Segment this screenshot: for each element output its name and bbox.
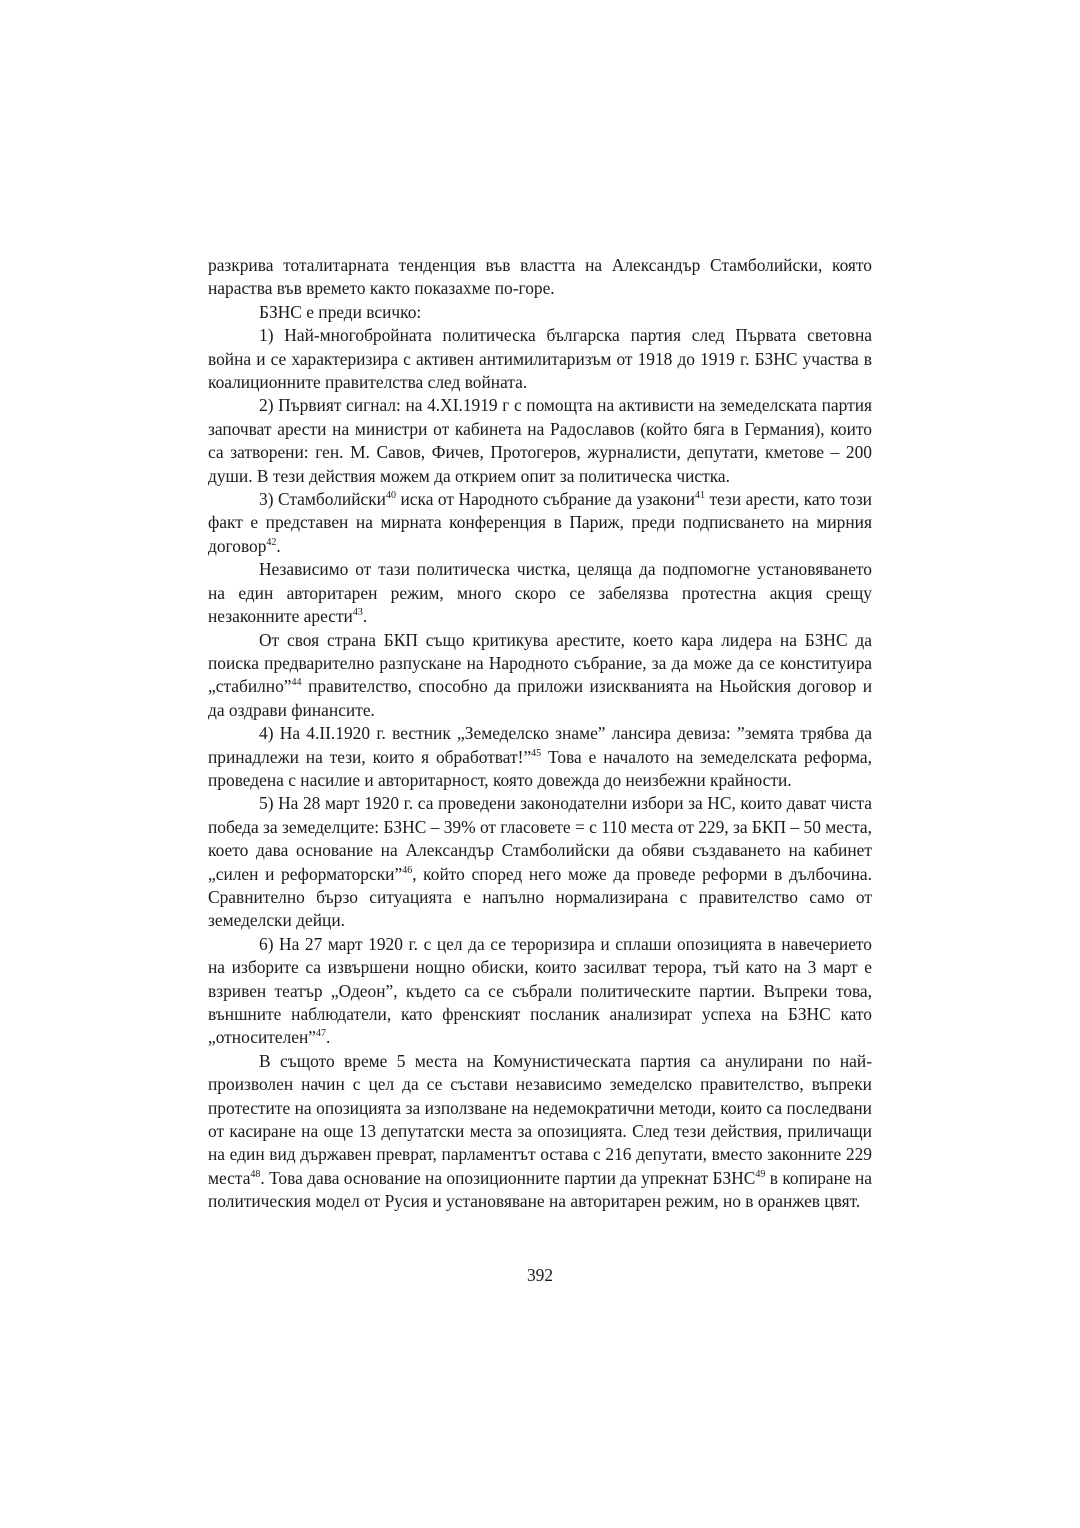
paragraph-text: . Това дава основание на опозиционните партии да упрекнат БЗНС bbox=[260, 1167, 756, 1188]
paragraph bbox=[208, 722, 872, 792]
paragraph-text: 1) Най-многобройната политическа българска партия след Първата световна война и се характеризира с активен антимилитаризъм от 1918 до 1919 г. БЗНС участва в коалиционните правителства след войната. bbox=[208, 325, 872, 393]
paragraph-text: правителство, способно да приложи изискванията на Ньойския договор и да оздрави финансите. bbox=[208, 676, 872, 720]
paragraph bbox=[208, 324, 872, 394]
footnote-reference: 42 bbox=[266, 537, 277, 549]
paragraph-text: тези арести, като този факт е представен на мирната конференция в Париж, преди подписването на мирния договор bbox=[208, 489, 872, 556]
paragraph bbox=[208, 933, 872, 1050]
footnote-reference: 47 bbox=[316, 1028, 326, 1040]
paragraph-text: БЗНС е преди всичко: bbox=[259, 301, 422, 322]
page-number: 392 bbox=[526, 1265, 554, 1285]
paragraph-text: иска от Народното събрание да узакони bbox=[395, 489, 695, 510]
paragraph-text: Това е началото на земеделската реформа, проведена с насилие и авторитарност, която довежда до неизбежни крайности. bbox=[208, 746, 872, 790]
footnote-reference: 48 bbox=[250, 1169, 261, 1181]
paragraph-text: 2) Първият сигнал: на 4.XI.1919 г с помощта на активисти на земеделската партия започват арести на министри от кабинета на Радославов (който бяга в Германия), които са затворени: ген. М. Савов, Фичев, Протогеров, журналисти, депутати, кметове – 200 души. В тези действия можем да открием опит за политическа чистка. bbox=[208, 395, 872, 486]
paragraph bbox=[208, 1050, 872, 1214]
paragraph-text: Независимо от тази политическа чистка, целяща да подпомогне установяването на един авторитарен режим, много скоро се забелязва протестна акция срещу незаконните арести bbox=[208, 559, 872, 627]
paragraph bbox=[208, 254, 872, 301]
paragraph bbox=[208, 792, 872, 932]
paragraph-text: . bbox=[276, 535, 281, 556]
paragraph-text: 5) На 28 март 1920 г. са проведени законодателни избори за НС, които дават чиста победа за земеделците: БЗНС – 39% от гласовете = с 110 места от 229, за БКП – 50 места, което дава основание на Александър Стамболийски да обяви създаването на кабинет „силен и реформаторски” bbox=[208, 793, 872, 884]
paragraph-text: 3) Стамболийски bbox=[259, 489, 386, 510]
paragraph bbox=[208, 488, 872, 558]
footnote-reference: 44 bbox=[291, 677, 302, 689]
footnote-reference: 41 bbox=[694, 490, 705, 502]
paragraph-text: От своя страна БКП също критикува арестите, което кара лидера на БЗНС да поиска предварително разпускане на Народното събрание, за да може да се конституира „стабилно” bbox=[208, 629, 872, 697]
paragraph-text: В същото време 5 места на Комунистическата партия са анулирани по най-произволен начин с цел да се състави независимо земеделско правителство, въпреки протестите на опозицията за използване на недемократични методи, които са последвани от касиране на още 13 депутатски места за опозицията. След тези действия, приличащи на един вид държавен преврат, парламентът остава с 216 депутати, вместо законните 229 места bbox=[208, 1050, 872, 1188]
paragraph-text: , който според него може да проведе реформи в дълбочина. Сравнително бързо ситуацията е напълно нормализирана с правителство само от земеделски дейци. bbox=[208, 863, 872, 931]
paragraph-text: 6) На 27 март 1920 г. с цел да се тероризира и сплаши опозицията в навечерието на изборите са извършени нощно обиски, които засилват терора, тъй като на 3 март е взривен театър „Одеон”, където са се събрали политическите партии. Въпреки това, външните наблюдатели, като френският посланик анализират успеха на БЗНС като „относителен” bbox=[208, 933, 872, 1048]
paragraph-text: разкрива тоталитарната тенденция във властта на Александър Стамболийски, която нараства във времето както показахме по-горе. bbox=[208, 255, 872, 299]
body-text bbox=[208, 254, 872, 1214]
paragraph-text: 4) На 4.II.1920 г. вестник „Земеделско знаме” лансира девиза: ”земята трябва да принадлежи на тези, които я обработват!” bbox=[208, 723, 872, 767]
footnote-reference: 45 bbox=[531, 747, 542, 759]
paragraph-text: в копиране на политическия модел от Русия и установяване на авторитарен режим, но в оранжев цвят. bbox=[208, 1167, 873, 1212]
footnote-reference: 46 bbox=[402, 864, 413, 876]
paragraph bbox=[208, 558, 872, 628]
paragraph-text: . bbox=[362, 606, 368, 627]
paragraph bbox=[208, 394, 872, 488]
paragraph bbox=[208, 629, 872, 723]
footnote-reference: 40 bbox=[385, 490, 396, 502]
footnote-reference: 49 bbox=[755, 1169, 766, 1181]
paragraph bbox=[208, 301, 872, 324]
footnote-reference: 43 bbox=[352, 607, 363, 619]
paragraph-text: . bbox=[326, 1027, 331, 1048]
